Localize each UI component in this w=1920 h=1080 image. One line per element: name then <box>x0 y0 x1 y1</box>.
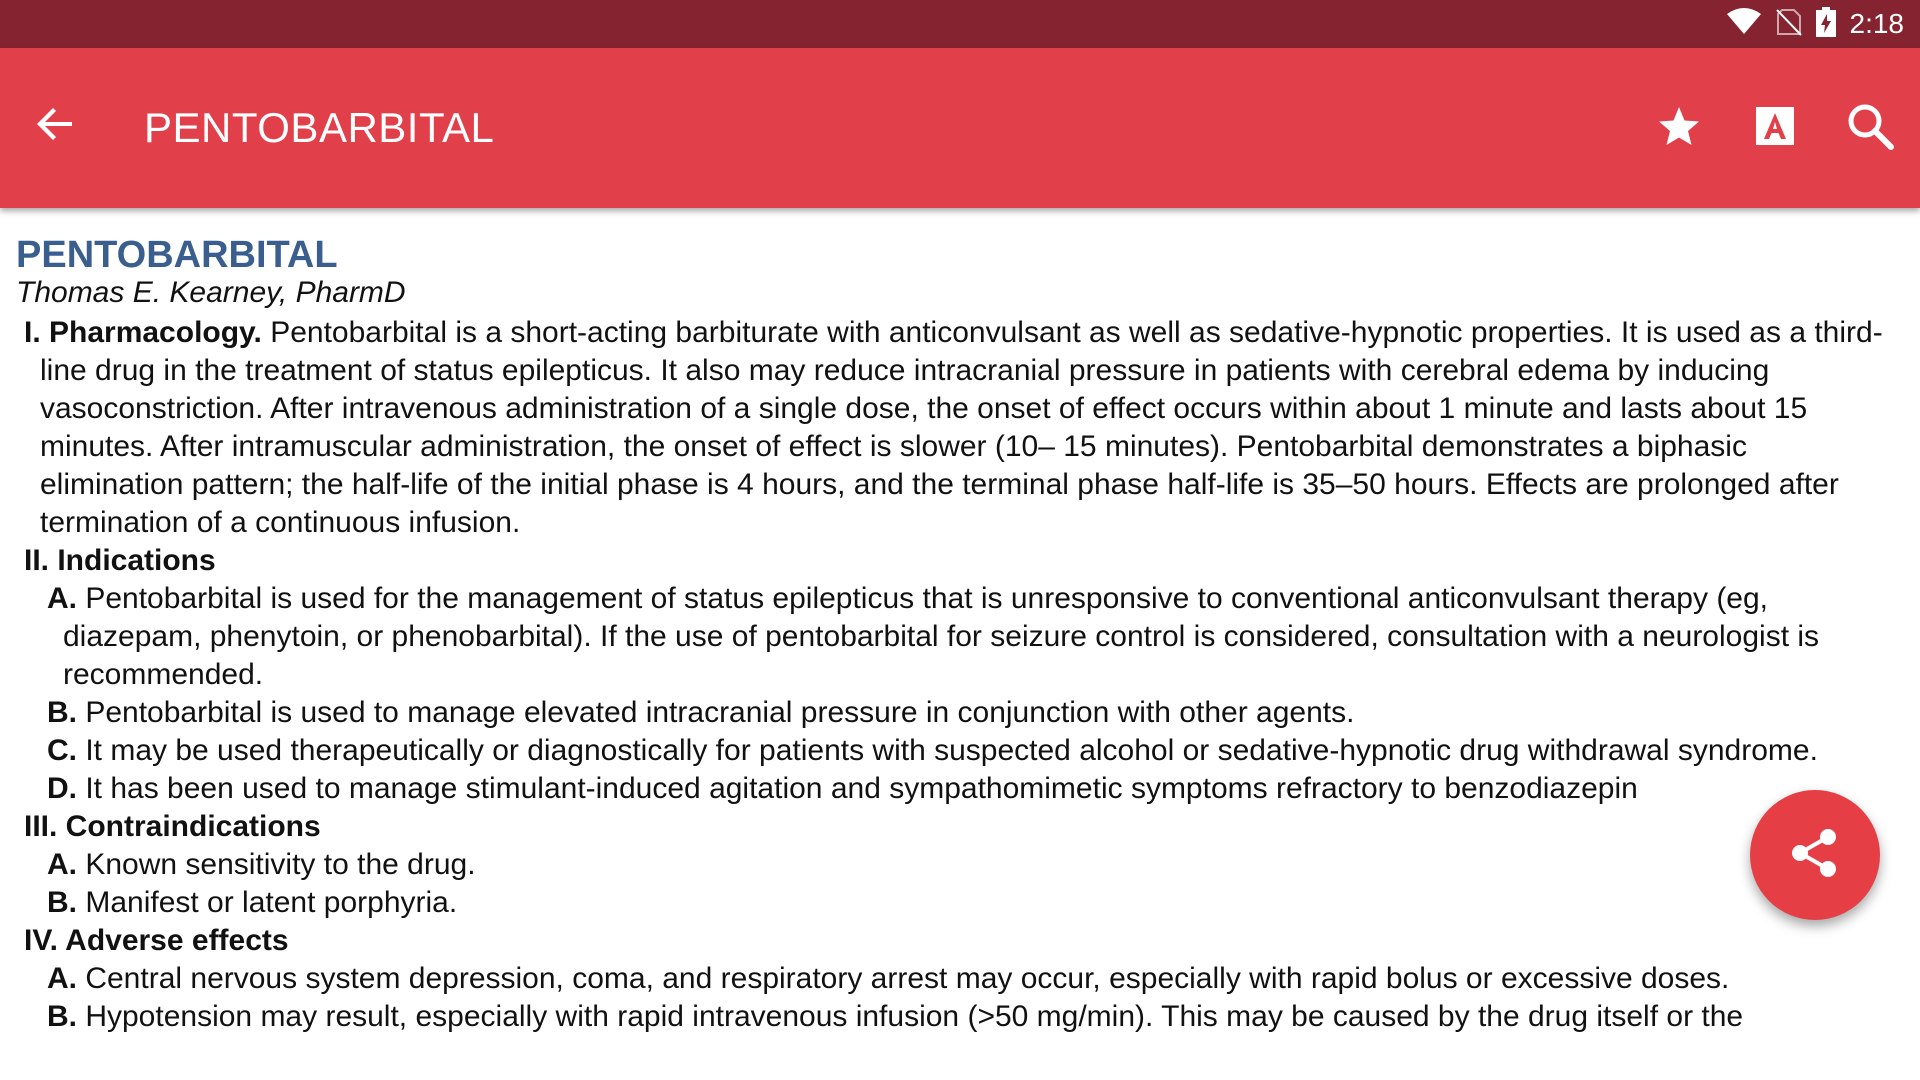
list-item <box>24 846 1884 884</box>
battery-charging-icon <box>1816 7 1836 42</box>
item-label: C. <box>47 734 77 767</box>
item-label: A. <box>47 582 77 615</box>
section-pharmacology <box>24 314 1884 542</box>
item-text: It has been used to manage stimulant-induced agitation and sympathomimetic symptoms refractory to benzodiazepin <box>77 772 1638 805</box>
item-text: Known sensitivity to the drug. <box>77 848 476 881</box>
search-button[interactable] <box>1838 96 1902 160</box>
list-item <box>24 580 1884 694</box>
item-label: B. <box>47 1000 77 1033</box>
list-item <box>24 960 1884 998</box>
item-label: B. <box>47 886 77 919</box>
status-time: 2:18 <box>1849 8 1904 39</box>
list-item <box>24 770 1783 808</box>
status-icons <box>1726 0 1905 48</box>
item-text: It may be used therapeutically or diagnostically for patients with suspected alcohol or sedative-hypnotic drug withdrawal syndrome. <box>77 734 1818 767</box>
article-author: Thomas E. Kearney, PharmD <box>16 276 406 309</box>
star-icon <box>1658 106 1700 151</box>
item-text: Pentobarbital is used for the management of status epilepticus that is unresponsive to conventional anticonvulsant therapy (eg, diazepam, phenytoin, or phenobarbital). If the use of pentobarbital for seizure control is considered, consultation with a neurologist is recommended. <box>63 582 1820 691</box>
section-heading-indications: II. Indications <box>24 544 216 577</box>
item-text: Pentobarbital is used to manage elevated intracranial pressure in conjunction with other agents. <box>77 696 1355 729</box>
favorite-button[interactable] <box>1647 96 1711 160</box>
item-label: A. <box>47 848 77 881</box>
list-item <box>24 998 1884 1036</box>
section-heading: I. Pharmacology. <box>24 316 262 349</box>
font-size-icon <box>1754 105 1796 152</box>
paragraph-text: Pentobarbital is a short-acting barbiturate with anticonvulsant as well as sedative-hypnotic properties. It is used as a third-line drug in the treatment of status epilepticus. It also may reduce intracranial pressure in patients with cerebral edema by inducing vasoconstriction. After intravenous administration of a single dose, the onset of effect occurs within about 1 minute and lasts about 15 minutes. After intramuscular administration, the onset of effect is slower (10– 15 minutes). Pentobarbital demonstrates a biphasic elimination pattern; the half-life of the initial phase is 4 hours, and the terminal phase half-life is 35–50 hours. Effects are prolonged after termination of a continuous infusion. <box>40 316 1883 539</box>
app-bar <box>0 48 1920 208</box>
share-button[interactable] <box>1750 790 1880 920</box>
app-bar-title: PENTOBARBITAL <box>144 104 495 151</box>
wifi-icon <box>1726 8 1762 41</box>
list-item <box>24 884 1884 922</box>
section-heading-contraindications: III. Contraindications <box>24 810 321 843</box>
arrow-back-icon <box>36 104 76 149</box>
list-item <box>24 732 1884 770</box>
no-sim-icon <box>1776 8 1802 41</box>
status-bar <box>0 0 1920 48</box>
list-item <box>24 694 1884 732</box>
search-icon <box>1846 102 1894 155</box>
share-icon <box>1788 826 1842 885</box>
section-heading-adverse-effects: IV. Adverse effects <box>24 924 289 957</box>
item-text: Hypotension may result, especially with rapid intravenous infusion (>50 mg/min). This may be caused by the drug itself or the <box>77 1000 1744 1033</box>
back-button[interactable] <box>28 98 84 154</box>
item-label: D. <box>47 772 77 805</box>
font-size-button[interactable] <box>1743 96 1807 160</box>
item-label: A. <box>47 962 77 995</box>
item-label: B. <box>47 696 77 729</box>
article-title: PENTOBARBITAL <box>16 234 338 276</box>
article-body <box>24 314 1884 1036</box>
item-text: Central nervous system depression, coma, and respiratory arrest may occur, especially with rapid bolus or excessive doses. <box>77 962 1730 995</box>
article-content[interactable] <box>0 208 1920 1080</box>
item-text: Manifest or latent porphyria. <box>77 886 458 919</box>
